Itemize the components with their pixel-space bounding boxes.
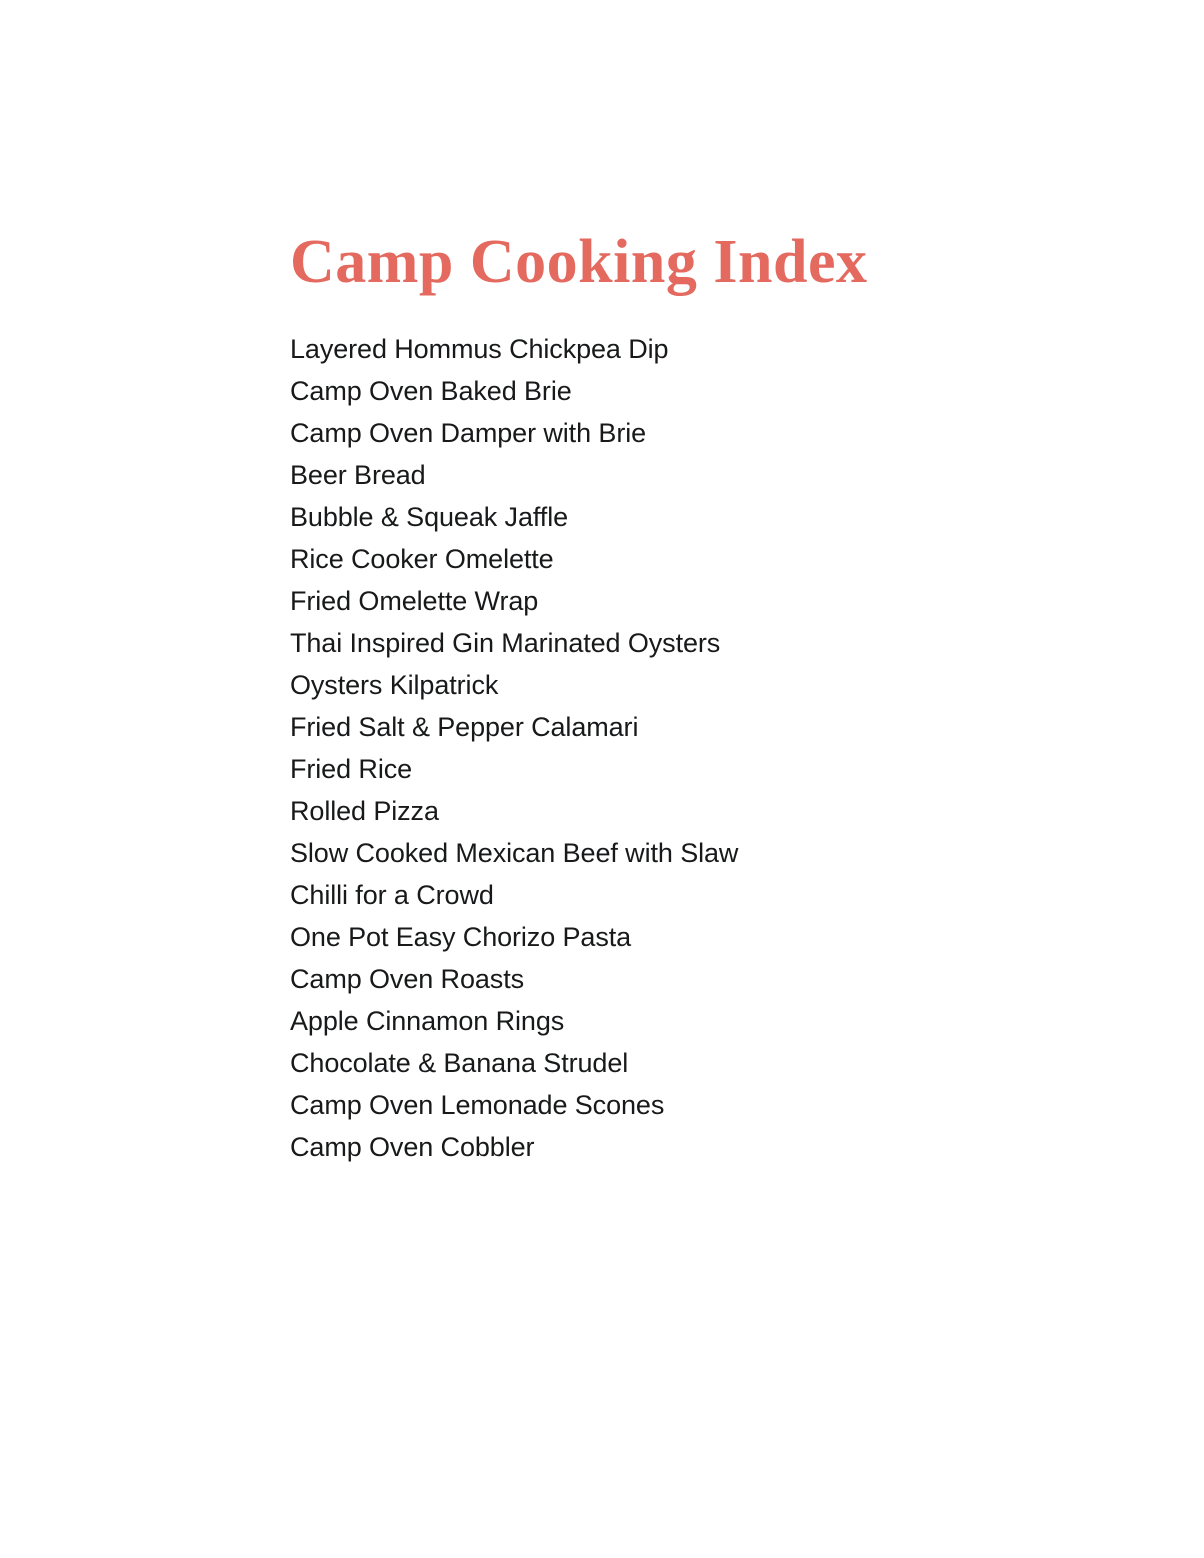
list-item: Camp Oven Cobbler <box>290 1132 535 1162</box>
list-item: Bubble & Squeak Jaffle <box>290 502 569 532</box>
list-item: Camp Oven Roasts <box>290 964 524 994</box>
list-item: Beer Bread <box>290 460 426 490</box>
list-item: Oysters Kilpatrick <box>290 670 499 700</box>
list-item: Fried Salt & Pepper Calamari <box>290 712 639 742</box>
list-item: Camp Oven Damper with Brie <box>290 418 647 448</box>
list-item: One Pot Easy Chorizo Pasta <box>290 922 632 952</box>
recipe-index-list <box>290 328 990 1168</box>
list-item: Rolled Pizza <box>290 796 439 826</box>
list-item: Chocolate & Banana Strudel <box>290 1048 629 1078</box>
list-item: Fried Omelette Wrap <box>290 586 539 616</box>
list-item: Thai Inspired Gin Marinated Oysters <box>290 628 721 658</box>
list-item: Layered Hommus Chickpea Dip <box>290 334 669 364</box>
list-item: Apple Cinnamon Rings <box>290 1006 565 1036</box>
list-item: Slow Cooked Mexican Beef with Slaw <box>290 838 739 868</box>
list-item: Camp Oven Baked Brie <box>290 376 572 406</box>
list-item: Fried Rice <box>290 754 413 784</box>
list-item: Chilli for a Crowd <box>290 880 494 910</box>
list-item: Rice Cooker Omelette <box>290 544 554 574</box>
page-title: Camp Cooking Index <box>290 227 868 296</box>
list-item: Camp Oven Lemonade Scones <box>290 1090 665 1120</box>
